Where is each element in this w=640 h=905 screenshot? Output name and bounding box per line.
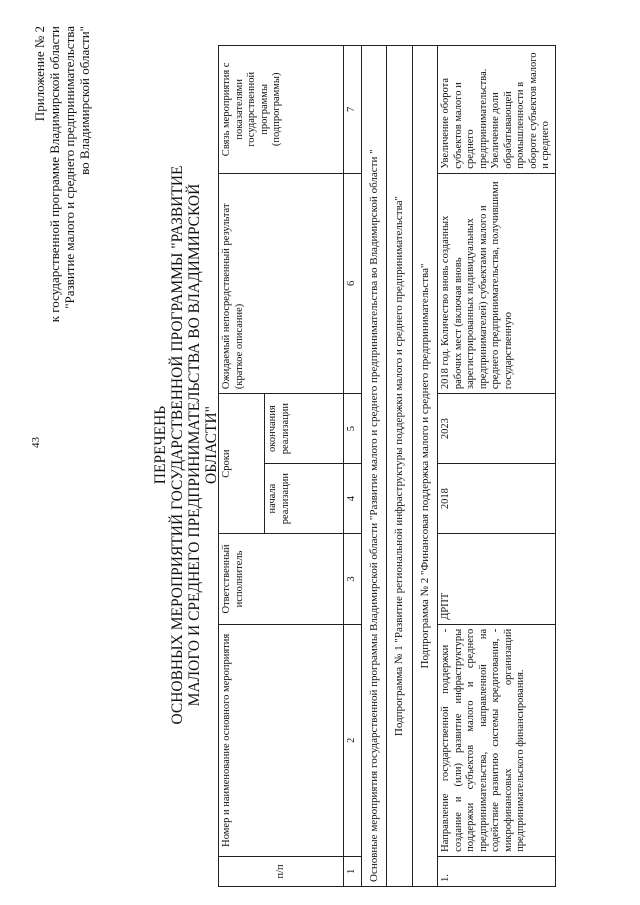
measures-table	[218, 45, 556, 887]
header-name: Номер и наименование основного мероприятия	[219, 624, 344, 856]
appendix-header	[32, 26, 92, 322]
column-number-row	[344, 46, 362, 887]
row-end: 2023	[438, 394, 556, 464]
colnum-2: 2	[344, 624, 362, 856]
colnum-6: 6	[344, 173, 362, 393]
appendix-line-1: Приложение № 2	[32, 26, 47, 122]
header-responsible: Ответственный исполнитель	[219, 534, 344, 625]
page-number: 43	[30, 437, 42, 448]
appendix-line-4: во Владимирской области"	[77, 26, 92, 175]
table-row	[438, 46, 556, 887]
title-line-4: ОБЛАСТИ"	[203, 406, 220, 484]
header-start: начала реализации	[265, 464, 344, 534]
header-row	[219, 46, 265, 887]
row-responsible: ДРПТ	[438, 534, 556, 625]
header-num: п/п	[219, 856, 344, 886]
header-result: Ожидаемый непосредственный результат (краткое описание)	[219, 173, 344, 393]
document-title	[152, 165, 220, 725]
section-row	[412, 46, 438, 887]
colnum-3: 3	[344, 534, 362, 625]
row-num: 1.	[438, 856, 556, 886]
title-line-1: ПЕРЕЧЕНЬ	[152, 405, 169, 485]
subprogram-2: Подпрограмма № 2 "Финансовая поддержка малого и среднего предпринимательства"	[412, 46, 438, 887]
colnum-7: 7	[344, 46, 362, 174]
section-row	[387, 46, 413, 887]
title-line-2: ОСНОВНЫХ МЕРОПРИЯТИЙ ГОСУДАРСТВЕННОЙ ПРОГРАММЫ "РАЗВИТИЕ	[169, 165, 186, 725]
row-name: Направление государственной поддержки - создание и (или) развитие инфраструктуры поддержки субъектов малого и среднего предпринимательства, направленной на содействие развитию системы кредитования, - микрофинансовых организаций предпринимательского финансирования.	[438, 624, 556, 856]
subprogram-1: Подпрограмма № 1 "Развитие региональной инфраструктуры поддержки малого и среднего предпринимательства"	[387, 46, 413, 887]
section-row	[361, 46, 387, 887]
row-start: 2018	[438, 464, 556, 534]
colnum-1: 1	[344, 856, 362, 886]
appendix-line-2: к государственной программе Владимирской области	[47, 26, 62, 323]
section-main: Основные мероприятия государственной программы Владимирской области "Развитие малого и среднего предпринимательства во Владимирской области "	[361, 46, 387, 887]
header-end: окончания реализации	[265, 394, 344, 464]
row-result: 2018 год. Количество вновь созданных рабочих мест (включая вновь зарегистрированных индивидуальных предпринимателей) субъектами малого и среднего предпринимательства, получившими государственную	[438, 173, 556, 393]
colnum-4: 4	[344, 464, 362, 534]
appendix-line-3: "Развитие малого и среднего предпринимательства	[62, 26, 77, 309]
header-link: Связь мероприятия с показателями государственной программы (подпрограммы)	[219, 46, 344, 174]
colnum-5: 5	[344, 394, 362, 464]
title-line-3: МАЛОГО И СРЕДНЕГО ПРЕДПРИНИМАТЕЛЬСТВА ВО ВЛАДИМИРСКОЙ	[186, 183, 203, 707]
row-link: Увеличение оборота субъектов малого и среднего предпринимательства. Увеличение доли обрабатывающей промышленности в обороте субъектов малого и среднего	[438, 46, 556, 174]
header-terms: Сроки	[219, 394, 265, 534]
